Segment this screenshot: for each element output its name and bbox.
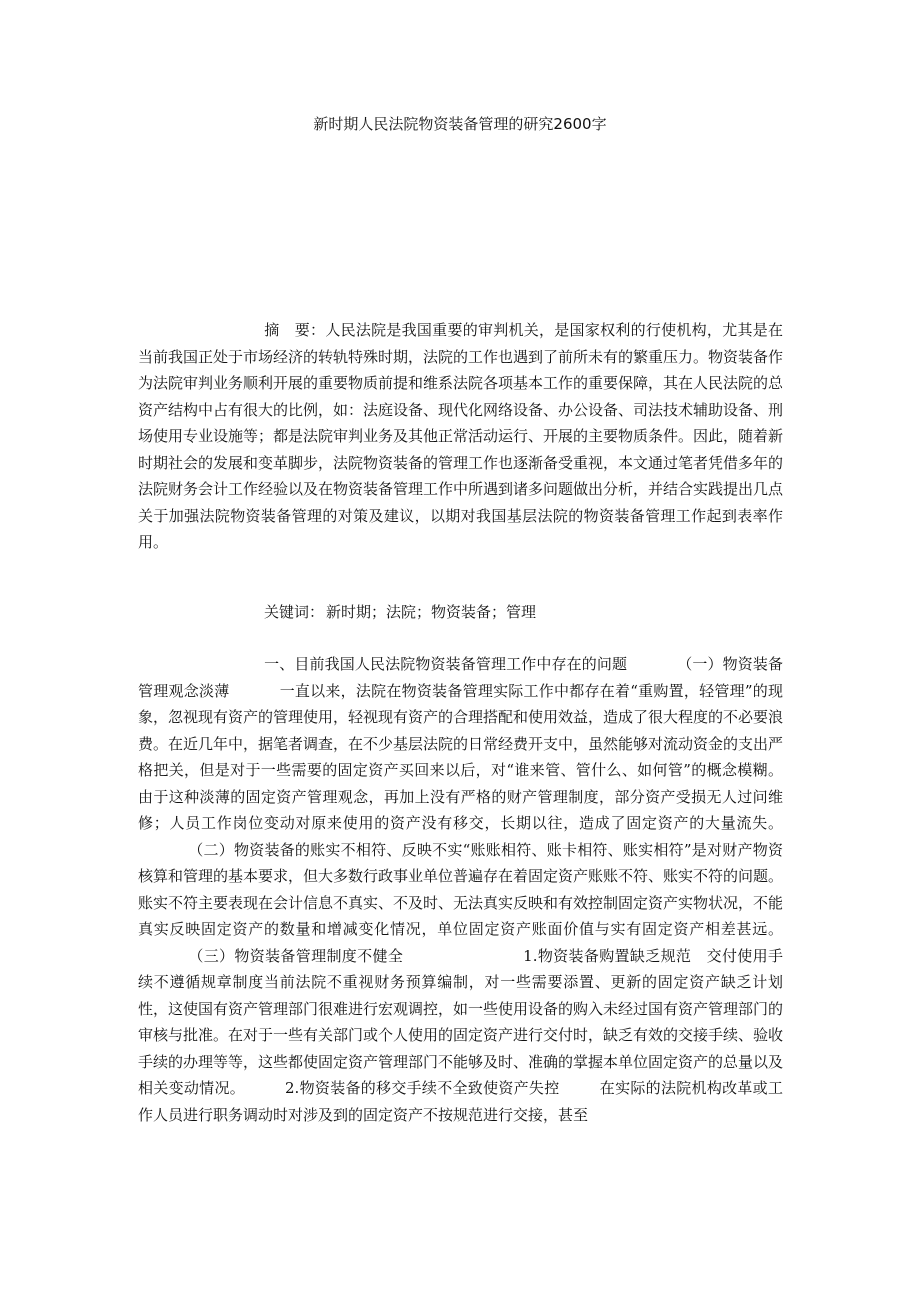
abstract-paragraph — [138, 317, 783, 556]
sub3-heading: （三）物资装备管理制度不健全 — [188, 946, 404, 965]
item1-heading: 1.物资装备购置缺乏规范 交付使用手续不遵循规章制度 — [138, 946, 783, 991]
sub1-heading: （一）物资装备管理观念淡薄 — [138, 655, 783, 700]
abstract-text: 人民法院是我国重要的审判机关，是国家权利的行使机构，尤其是在当前我国正处于市场经济的转轨特殊时期，法院的工作也遇到了前所未有的繁重压力。物资装备作为法院审判业务顺利开展的重要物质前提和维系法院各项基本工作的重要保障，其在人民法院的总资产结构中占有很大的比例，如：法庭设备、现代化网络设备、办公设备、司法技术辅助设备、刑场使用专业设施等；都是法院审判业务及其他正常活动运行、开展的主要物质条件。因此，随着新时期社会的发展和变革脚步，法院物资装备的管理工作也逐渐备受重视，本文通过笔者凭借多年的法院财务会计工作经验以及在物资装备管理工作中所遇到诸多问题做出分析，并结合实践提出几点关于加强法院物资装备管理的对策及建议，以期对我国基层法院的物资装备管理工作起到表率作用。 — [138, 321, 784, 551]
document-title: 新时期人民法院物资装备管理的研究2600字 — [313, 115, 607, 133]
item1-text: 当前法院不重视财务预算编制，对一些需要添置、更新的固定资产缺乏计划性，这使国有资产管理部门很难进行宏观调控，如一些使用设备的购入未经过国有资产管理部门的审核与批准。在对于一些有关部门或个人使用的固定资产进行交付时，缺乏有效的交接手续、验收手续的办理等等，这些都使固定资产管理部门不能够及时、准确的掌握本单位固定资产的总量以及相关变动情况。 — [138, 973, 784, 1097]
body-paragraph — [138, 651, 783, 1128]
sub2-heading: （二）物资装备的账实不相符、反映不实 — [188, 840, 463, 859]
sub1-text: 一直以来，法院在物资装备管理实际工作中都存在着“重购置，轻管理”的现象，忽视现有资产的管理使用，轻视现有资产的合理搭配和使用效益，造成了很大程度的不必要浪费。在近几年中，据笔者调查，在不少基层法院的日常经费开支中，虽然能够对流动资金的支出严格把关，但是对于一些需要的固定资产买回来以后，对“谁来管、管什么、如何管”的概念模糊。由于这种淡薄的固定资产管理观念，再加上没有严格的财产管理制度，部分资产受损无人过问维修；人员工作岗位变动对原来使用的资产没有移交，长期以往，造成了固定资产的大量流失。 — [138, 681, 784, 832]
abstract-label: 摘 要： — [264, 321, 326, 339]
section1-heading: 一、目前我国人民法院物资装备管理工作中存在的问题 — [264, 655, 628, 673]
item2-heading: 2.物资装备的移交手续不全致使资产失控 — [285, 1079, 560, 1097]
keywords-label: 关键词： — [264, 603, 325, 621]
keywords-text: 新时期；法院；物资装备；管理 — [326, 603, 537, 621]
sub2-text: “账账相符、账卡相符、账实相符”是对财产物资核算和管理的基本要求，但大多数行政事业单位普遍存在着固定资产账账不符、账实不符的问题。账实不符主要表现在会计信息不真实、不及时、无法真实反映和有效控制固定资产实物状况，不能真实反映固定资产的数量和增减变化情况，单位固定资产账面价值与实有固定资产相差甚远。 — [138, 840, 784, 938]
item2-text: 在实际的法院机构改革或工作人员进行职务调动时对涉及到的固定资产不按规范进行交接，甚至 — [138, 1079, 783, 1124]
keywords-paragraph — [138, 599, 783, 626]
